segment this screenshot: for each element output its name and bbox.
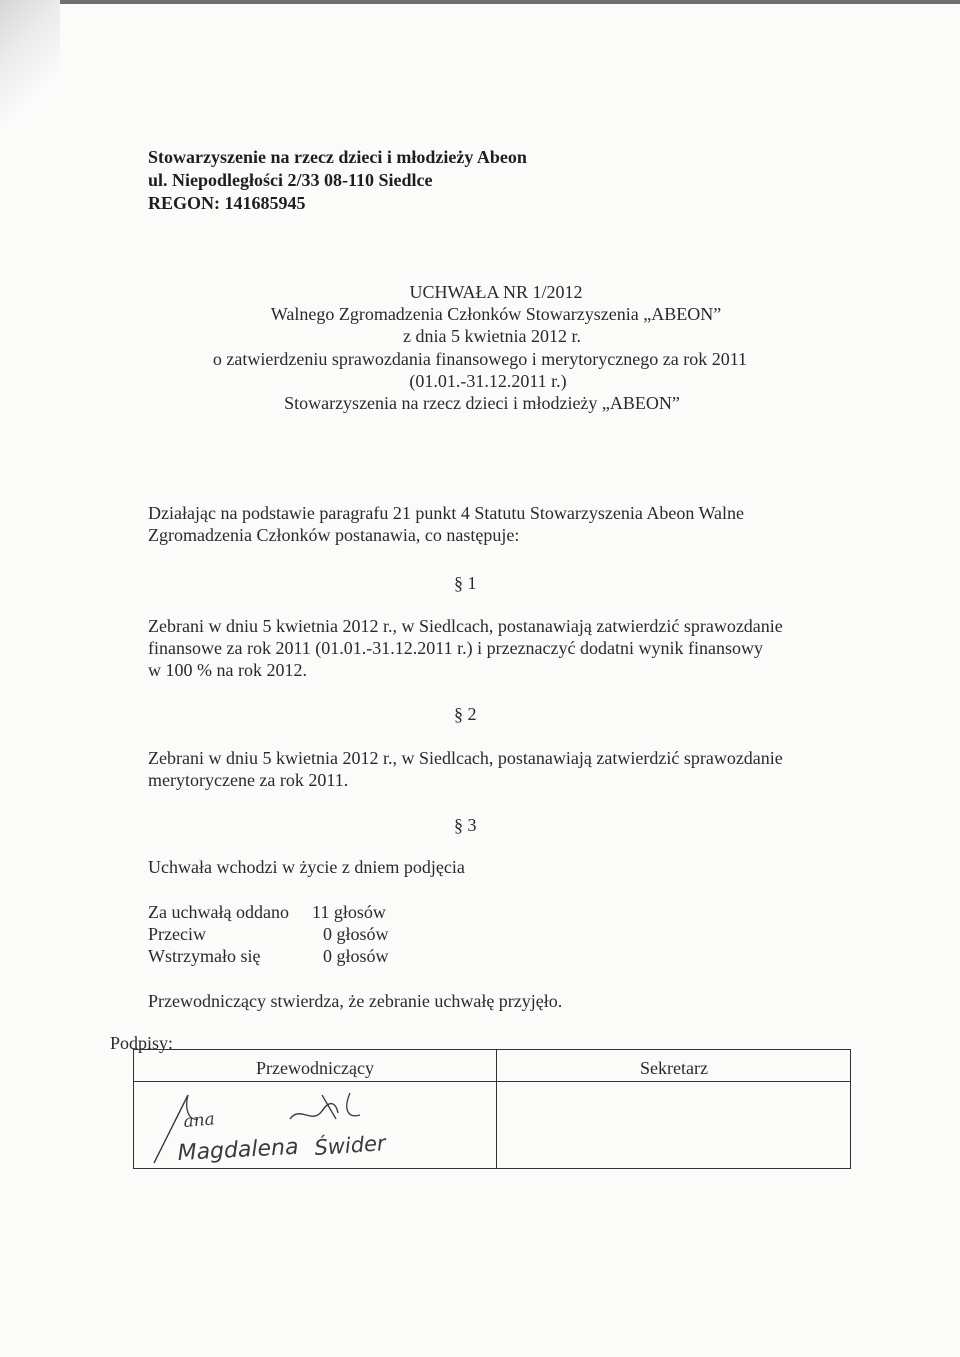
resolution-number: UCHWAŁA NR 1/2012 [409, 282, 583, 302]
org-address: ul. Niepodległości 2/33 08-110 Siedlce [148, 170, 433, 190]
paragraph-mark-1: § 1 [454, 573, 477, 593]
handwritten-signature [140, 1085, 440, 1167]
vote-value-abstain: 0 głosów [323, 946, 389, 966]
chair-header: Przewodniczący [256, 1058, 374, 1078]
signatures-label: Podpisy: [110, 1033, 174, 1053]
vote-label-for: Za uchwałą oddano [148, 902, 289, 922]
section-2-line-1: Zebrani w dniu 5 kwietnia 2012 r., w Siedlcach, postanawiają zatwierdzić sprawozdanie [148, 748, 783, 768]
section-1-line-2: finansowe za rok 2011 (01.01.-31.12.2011 r.) i przeznaczyć dodatni wynik finansowy [148, 638, 763, 658]
svg-text:Magdalena: Magdalena [177, 1134, 300, 1166]
signature-table-divider [133, 1081, 851, 1082]
svg-text:Świder: Świder [313, 1131, 387, 1160]
intro-line-1: Działając na podstawie paragrafu 21 punkt 4 Statutu Stowarzyszenia Abeon Walne [148, 503, 745, 523]
paragraph-mark-2: § 2 [454, 704, 477, 724]
vote-value-against: 0 głosów [323, 924, 389, 944]
section-1-line-3: w 100 % na rok 2012. [148, 660, 307, 680]
svg-text:ana: ana [182, 1109, 216, 1132]
vote-value-for: 11 głosów [312, 902, 386, 922]
org-name: Stowarzyszenie na rzecz dzieci i młodzieży Abeon [148, 147, 527, 167]
resolution-body: Walnego Zgromadzenia Członków Stowarzyszenia „ABEON” [270, 304, 722, 324]
resolution-subject: o zatwierdzeniu sprawozdania finansowego i merytorycznego za rok 2011 [212, 349, 748, 369]
vote-label-abstain: Wstrzymało się [148, 946, 261, 966]
section-1-line-1: Zebrani w dniu 5 kwietnia 2012 r., w Siedlcach, postanawiają zatwierdzić sprawozdanie [148, 616, 783, 636]
resolution-period: (01.01.-31.12.2011 r.) [409, 371, 567, 391]
conclusion: Przewodniczący stwierdza, że zebranie uchwałę przyjęło. [148, 991, 563, 1011]
resolution-date: z dnia 5 kwietnia 2012 r. [403, 326, 581, 346]
vote-label-against: Przeciw [148, 924, 206, 944]
paragraph-mark-3: § 3 [454, 815, 477, 835]
section-2-line-2: merytoryczene za rok 2011. [148, 770, 349, 790]
org-regon: REGON: 141685945 [148, 193, 306, 213]
section-3-line-1: Uchwała wchodzi w życie z dniem podjęcia [148, 857, 465, 877]
scan-corner-shadow [0, 0, 60, 130]
resolution-association: Stowarzyszenia na rzecz dzieci i młodzieży „ABEON” [284, 393, 680, 413]
intro-line-2: Zgromadzenia Członków postanawia, co następuje: [148, 525, 520, 545]
scan-top-edge [0, 0, 960, 4]
secretary-header: Sekretarz [640, 1058, 708, 1078]
